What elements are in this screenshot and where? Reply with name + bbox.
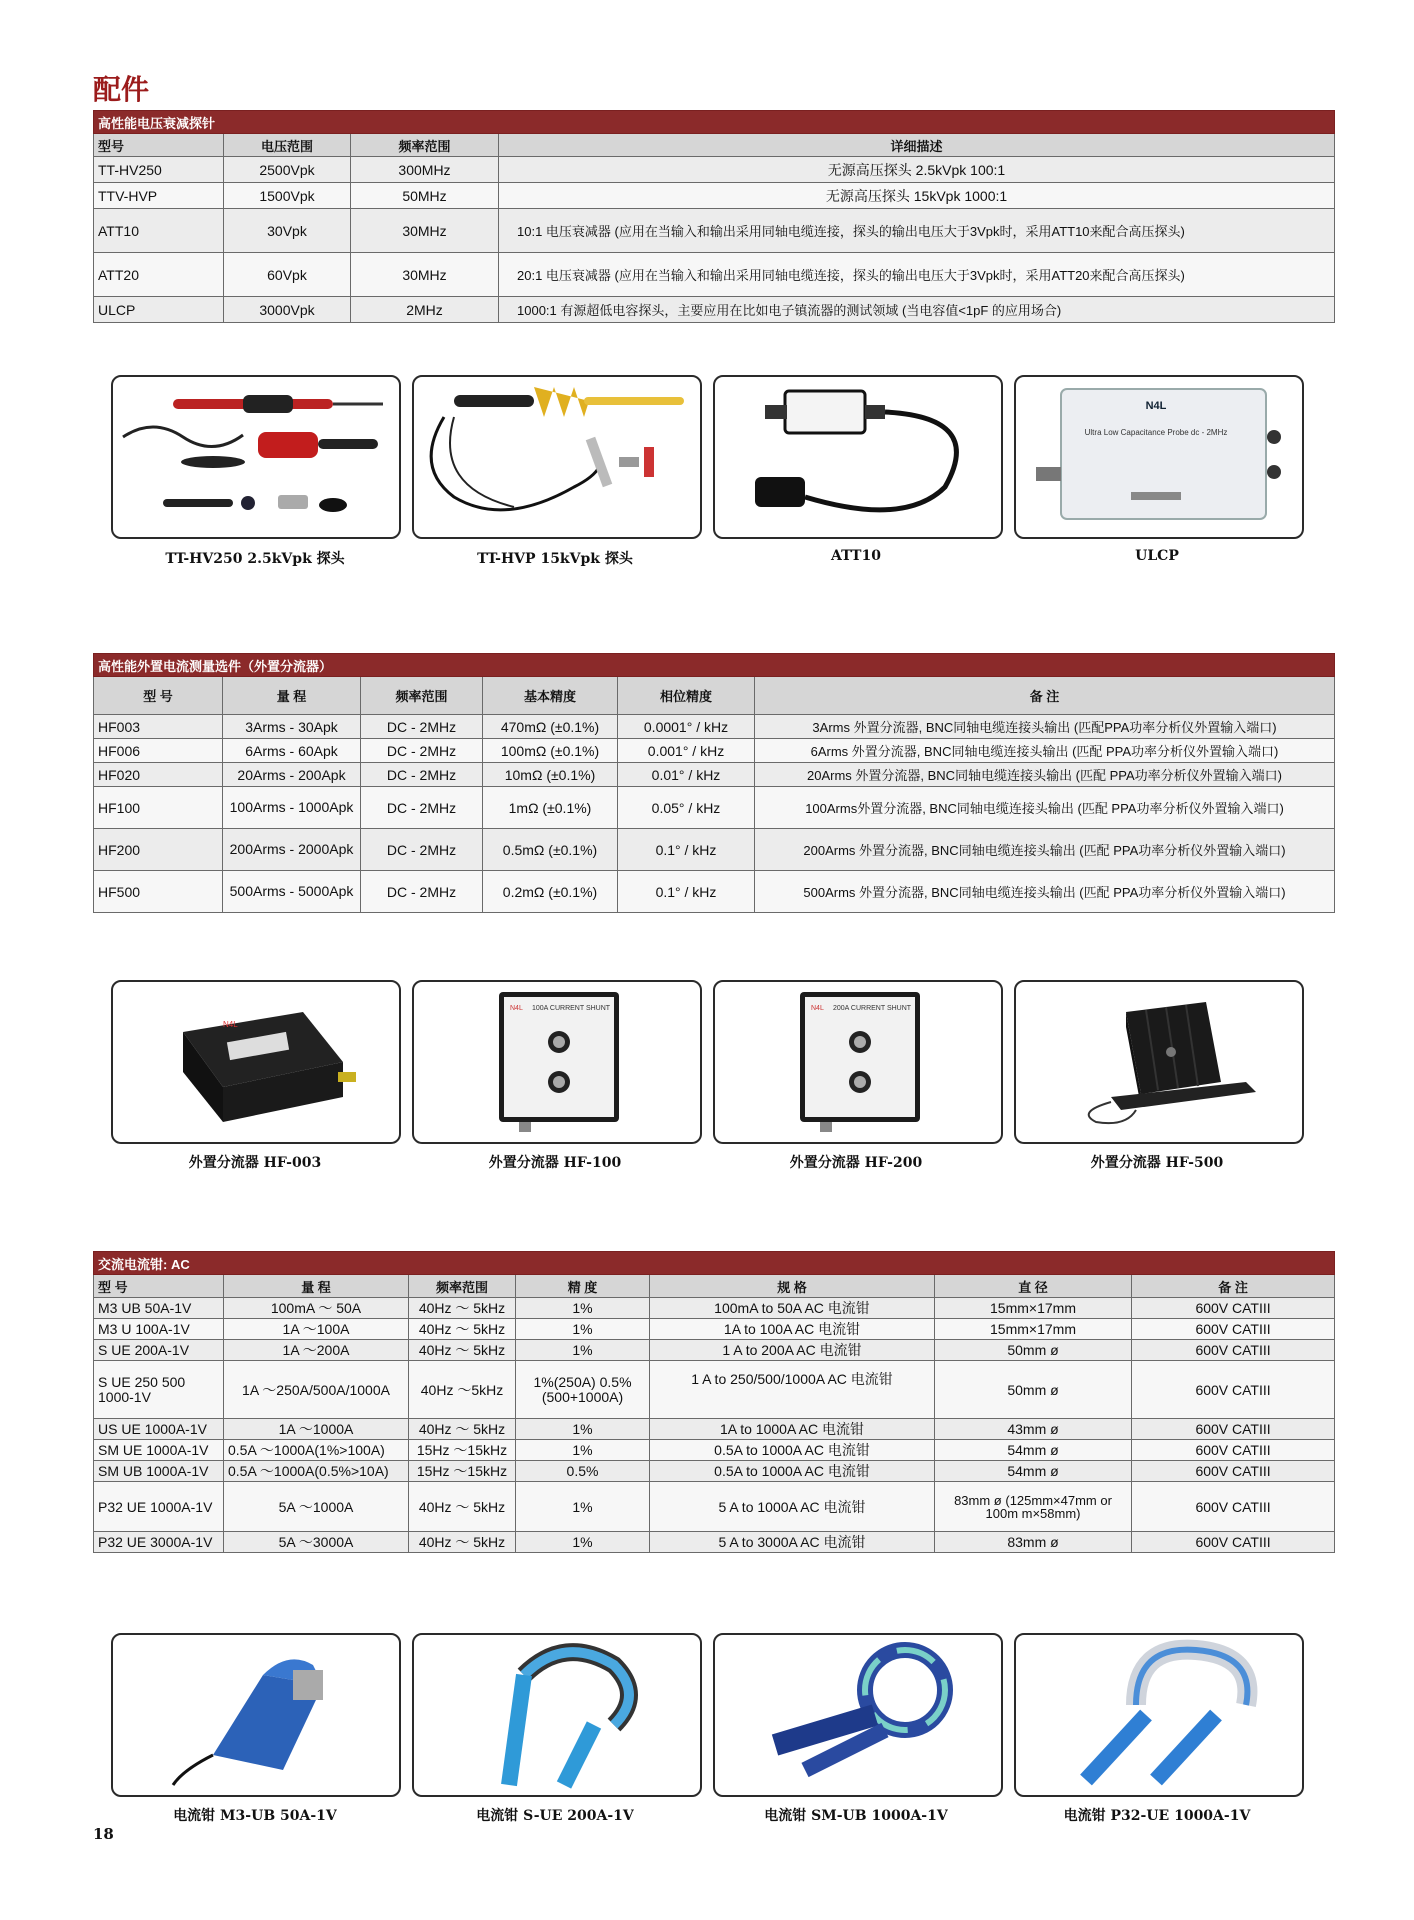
cell-model: US UE 1000A-1V — [94, 1419, 224, 1440]
column-header: 相位精度 — [618, 677, 755, 715]
cell-accuracy: 100mΩ (±0.1%) — [483, 739, 618, 763]
cell-model: ATT10 — [94, 209, 224, 253]
cell-model: SM UE 1000A-1V — [94, 1440, 224, 1461]
cell-spec: 1 A to 200A AC 电流钳 — [650, 1340, 935, 1361]
cell-accuracy: 1% — [516, 1298, 650, 1319]
cell-range: 200Arms - 2000Apk — [223, 829, 361, 871]
cell-diameter: 50mm ø — [935, 1361, 1132, 1419]
cell-frequency: 40Hz ～ 5kHz — [409, 1298, 516, 1319]
cell-phase: 0.01° / kHz — [618, 763, 755, 787]
cell-spec: 5 A to 3000A AC 电流钳 — [650, 1532, 935, 1553]
cell-model: HF500 — [94, 871, 223, 913]
brand-logo: N4L — [223, 1020, 238, 1029]
cell-frequency: 30MHz — [351, 253, 499, 297]
cell-accuracy: 1% — [516, 1319, 650, 1340]
shunt-image-hf100 — [412, 980, 702, 1144]
cell-model: ATT20 — [94, 253, 224, 297]
cell-notes: 500Arms 外置分流器, BNC同轴电缆连接头输出 (匹配 PPA功率分析仪外置输入端口) — [755, 871, 1335, 913]
cell-model: M3 UB 50A-1V — [94, 1298, 224, 1319]
cell-range: 3Arms - 30Apk — [223, 715, 361, 739]
cell-frequency: DC - 2MHz — [361, 715, 483, 739]
cell-phase: 0.1° / kHz — [618, 829, 755, 871]
cell-accuracy: 1% — [516, 1419, 650, 1440]
cell-spec: 1 A to 250/500/1000A AC 电流钳 — [650, 1361, 935, 1419]
cell-model: ULCP — [94, 297, 224, 323]
cell-notes: 600V CATIII — [1132, 1298, 1335, 1319]
cell-frequency: DC - 2MHz — [361, 871, 483, 913]
image-caption: 外置分流器 HF-500 — [1090, 1155, 1224, 1171]
device-label: Ultra Low Capacitance Probe dc - 2MHz — [1084, 428, 1228, 437]
cell-diameter: 50mm ø — [935, 1340, 1132, 1361]
cell-diameter: 83mm ø (125mm×47mm or 100m m×58mm) — [935, 1482, 1132, 1532]
cell-accuracy: 470mΩ (±0.1%) — [483, 715, 618, 739]
shunt-panel-icon — [715, 982, 1001, 1142]
column-header: 详细描述 — [499, 134, 1335, 157]
cell-notes: 100Arms外置分流器, BNC同轴电缆连接头输出 (匹配 PPA功率分析仪外置输入端口) — [755, 787, 1335, 829]
image-caption: 电流钳 M3-UB 50A-1V — [173, 1808, 337, 1824]
column-header: 频率范围 — [409, 1275, 516, 1298]
cell-notes: 20Arms 外置分流器, BNC同轴电缆连接头输出 (匹配 PPA功率分析仪外置输入端口) — [755, 763, 1335, 787]
cell-voltage: 2500Vpk — [224, 157, 351, 183]
device-label: 100A CURRENT SHUNT — [532, 1005, 611, 1012]
cell-frequency: 40Hz ～5kHz — [409, 1361, 516, 1419]
image-caption: 外置分流器 HF-003 — [188, 1155, 322, 1171]
cell-range: 1A ～1000A — [224, 1419, 409, 1440]
column-header: 型 号 — [94, 1275, 224, 1298]
table-row — [94, 763, 1335, 787]
cell-frequency: 40Hz ～ 5kHz — [409, 1532, 516, 1553]
cell-frequency: DC - 2MHz — [361, 829, 483, 871]
table-row — [94, 1340, 1335, 1361]
cell-phase: 0.05° / kHz — [618, 787, 755, 829]
cell-range: 0.5A ～1000A(0.5%>10A) — [224, 1461, 409, 1482]
cell-range: 0.5A ～1000A(1%>100A) — [224, 1440, 409, 1461]
cell-notes: 600V CATIII — [1132, 1419, 1335, 1440]
cell-notes: 600V CATIII — [1132, 1532, 1335, 1553]
cell-description: 1000:1 有源超低电容探头，主要应用在比如电子镇流器的测试领域 (当电容值<1pF 的应用场合) — [499, 297, 1335, 323]
cell-spec: 5 A to 1000A AC 电流钳 — [650, 1482, 935, 1532]
image-caption: TT-HVP 15kVpk 探头 — [477, 551, 633, 567]
cell-notes: 200Arms 外置分流器, BNC同轴电缆连接头输出 (匹配 PPA功率分析仪外置输入端口) — [755, 829, 1335, 871]
cell-frequency: 15Hz ～15kHz — [409, 1461, 516, 1482]
cell-accuracy: 1% — [516, 1532, 650, 1553]
cell-voltage: 30Vpk — [224, 209, 351, 253]
cell-range: 100Arms - 1000Apk — [223, 787, 361, 829]
column-header: 频率范围 — [351, 134, 499, 157]
cell-diameter: 43mm ø — [935, 1419, 1132, 1440]
cell-accuracy: 0.5mΩ (±0.1%) — [483, 829, 618, 871]
cell-frequency: DC - 2MHz — [361, 763, 483, 787]
hv-probe-icon — [414, 377, 700, 537]
brand-logo: N4L — [811, 1005, 824, 1012]
cell-frequency: 40Hz ～ 5kHz — [409, 1419, 516, 1440]
shunt-table-banner: 高性能外置电流测量选件（外置分流器） — [94, 654, 1335, 677]
cell-range: 5A ～1000A — [224, 1482, 409, 1532]
shunt-image-hf500 — [1014, 980, 1304, 1144]
cell-range: 6Arms - 60Apk — [223, 739, 361, 763]
image-caption: 外置分流器 HF-200 — [789, 1155, 923, 1171]
image-caption: 电流钳 SM-UB 1000A-1V — [764, 1808, 948, 1824]
table-row — [94, 1419, 1335, 1440]
cell-model: HF006 — [94, 739, 223, 763]
cell-description: 20:1 电压衰减器 (应用在当输入和输出采用同轴电缆连接，探头的输出电压大于3Vpk时，采用ATT20来配合高压探头) — [499, 253, 1335, 297]
table-row — [94, 157, 1335, 183]
column-header: 直 径 — [935, 1275, 1132, 1298]
cell-diameter: 15mm×17mm — [935, 1319, 1132, 1340]
table-row — [94, 1361, 1335, 1419]
cell-range: 1A ～100A — [224, 1319, 409, 1340]
cell-model: P32 UE 1000A-1V — [94, 1482, 224, 1532]
table-row — [94, 787, 1335, 829]
shunt-image-hf003 — [111, 980, 401, 1144]
cell-notes: 600V CATIII — [1132, 1482, 1335, 1532]
brand-logo: N4L — [1145, 400, 1167, 412]
cell-model: HF003 — [94, 715, 223, 739]
table-row — [94, 829, 1335, 871]
table-row — [94, 1440, 1335, 1461]
shunt-box-icon — [113, 982, 399, 1142]
cell-accuracy: 10mΩ (±0.1%) — [483, 763, 618, 787]
table-row — [94, 1319, 1335, 1340]
column-header: 型号 — [94, 134, 224, 157]
cell-model: HF020 — [94, 763, 223, 787]
cell-notes: 600V CATIII — [1132, 1340, 1335, 1361]
cell-accuracy: 1% — [516, 1440, 650, 1461]
clamp-icon — [414, 1635, 700, 1795]
cell-range: 500Arms - 5000Apk — [223, 871, 361, 913]
heatsink-shunt-icon — [1016, 982, 1302, 1142]
table-row — [94, 253, 1335, 297]
column-header: 精 度 — [516, 1275, 650, 1298]
cell-range: 1A ～200A — [224, 1340, 409, 1361]
cell-description: 无源高压探头 2.5kVpk 100:1 — [499, 157, 1335, 183]
cell-notes: 600V CATIII — [1132, 1361, 1335, 1419]
clamp-image-sm-ub — [713, 1633, 1003, 1797]
image-caption: 电流钳 S-UE 200A-1V — [476, 1808, 634, 1824]
cell-model: S UE 200A-1V — [94, 1340, 224, 1361]
table-row — [94, 209, 1335, 253]
clamp-table-banner: 交流电流钳: AC — [94, 1252, 1335, 1275]
image-caption: 电流钳 P32-UE 1000A-1V — [1063, 1808, 1251, 1824]
column-header: 频率范围 — [361, 677, 483, 715]
clamp-image-m3-ub — [111, 1633, 401, 1797]
cell-model: TT-HV250 — [94, 157, 224, 183]
cell-diameter: 15mm×17mm — [935, 1298, 1132, 1319]
cell-frequency: 40Hz ～ 5kHz — [409, 1319, 516, 1340]
cell-notes: 6Arms 外置分流器, BNC同轴电缆连接头输出 (匹配 PPA功率分析仪外置输入端口) — [755, 739, 1335, 763]
cell-phase: 0.1° / kHz — [618, 871, 755, 913]
probe-table-banner: 高性能电压衰减探针 — [94, 111, 1335, 134]
ulcp-box-icon — [1016, 377, 1302, 537]
column-header: 量 程 — [224, 1275, 409, 1298]
shunt-image-hf200 — [713, 980, 1003, 1144]
image-caption: ATT10 — [831, 548, 881, 564]
probe-image-ulcp — [1014, 375, 1304, 539]
cell-range: 20Arms - 200Apk — [223, 763, 361, 787]
cell-range: 1A ～250A/500A/1000A — [224, 1361, 409, 1419]
cell-frequency: DC - 2MHz — [361, 787, 483, 829]
probe-image-tt-hvp — [412, 375, 702, 539]
cell-model: M3 U 100A-1V — [94, 1319, 224, 1340]
table-row — [94, 1532, 1335, 1553]
column-header: 规 格 — [650, 1275, 935, 1298]
table-row — [94, 183, 1335, 209]
table-row — [94, 1482, 1335, 1532]
cell-diameter: 54mm ø — [935, 1440, 1132, 1461]
attenuator-icon — [715, 377, 1001, 537]
cell-accuracy: 1mΩ (±0.1%) — [483, 787, 618, 829]
cell-frequency: 2MHz — [351, 297, 499, 323]
column-header: 型 号 — [94, 677, 223, 715]
cell-phase: 0.001° / kHz — [618, 739, 755, 763]
cell-voltage: 1500Vpk — [224, 183, 351, 209]
column-header: 电压范围 — [224, 134, 351, 157]
image-caption: ULCP — [1135, 548, 1179, 564]
shunt-panel-icon — [414, 982, 700, 1142]
cell-description: 无源高压探头 15kVpk 1000:1 — [499, 183, 1335, 209]
column-header: 基本精度 — [483, 677, 618, 715]
table-row — [94, 1298, 1335, 1319]
cell-frequency: DC - 2MHz — [361, 739, 483, 763]
cell-diameter: 83mm ø — [935, 1532, 1132, 1553]
cell-model: S UE 250 500 1000-1V — [94, 1361, 224, 1419]
cell-accuracy: 1% — [516, 1340, 650, 1361]
cell-frequency: 300MHz — [351, 157, 499, 183]
cell-accuracy: 1%(250A) 0.5%(500+1000A) — [516, 1361, 650, 1419]
page-title: 配件 — [93, 73, 150, 106]
cell-model: SM UB 1000A-1V — [94, 1461, 224, 1482]
table-row — [94, 739, 1335, 763]
cell-spec: 1A to 100A AC 电流钳 — [650, 1319, 935, 1340]
cell-frequency: 15Hz ～15kHz — [409, 1440, 516, 1461]
clamp-icon — [1016, 1635, 1302, 1795]
column-header: 备 注 — [1132, 1275, 1335, 1298]
cell-accuracy: 0.5% — [516, 1461, 650, 1482]
cell-range: 5A ～3000A — [224, 1532, 409, 1553]
probe-image-att10 — [713, 375, 1003, 539]
cell-notes: 600V CATIII — [1132, 1319, 1335, 1340]
cell-notes: 3Arms 外置分流器, BNC同轴电缆连接头输出 (匹配PPA功率分析仪外置输入端口) — [755, 715, 1335, 739]
image-caption: 外置分流器 HF-100 — [488, 1155, 622, 1171]
cell-frequency: 30MHz — [351, 209, 499, 253]
cell-frequency: 50MHz — [351, 183, 499, 209]
table-row — [94, 1461, 1335, 1482]
cell-accuracy: 1% — [516, 1482, 650, 1532]
cell-voltage: 60Vpk — [224, 253, 351, 297]
cell-model: TTV-HVP — [94, 183, 224, 209]
cell-model: P32 UE 3000A-1V — [94, 1532, 224, 1553]
cell-notes: 600V CATIII — [1132, 1461, 1335, 1482]
cell-model: HF100 — [94, 787, 223, 829]
clamp-image-p32-ue — [1014, 1633, 1304, 1797]
clamp-icon — [113, 1635, 399, 1795]
cell-phase: 0.0001° / kHz — [618, 715, 755, 739]
image-caption: TT-HV250 2.5kVpk 探头 — [165, 551, 345, 567]
cell-accuracy: 0.2mΩ (±0.1%) — [483, 871, 618, 913]
shunt-table — [93, 653, 1335, 913]
cell-frequency: 40Hz ～ 5kHz — [409, 1340, 516, 1361]
cell-notes: 600V CATIII — [1132, 1440, 1335, 1461]
cell-diameter: 54mm ø — [935, 1461, 1132, 1482]
probe-image-tt-hv250 — [111, 375, 401, 539]
cell-frequency: 40Hz ～ 5kHz — [409, 1482, 516, 1532]
cell-model: HF200 — [94, 829, 223, 871]
table-row — [94, 297, 1335, 323]
cell-voltage: 3000Vpk — [224, 297, 351, 323]
clamp-table — [93, 1251, 1335, 1553]
clamp-icon — [715, 1635, 1001, 1795]
device-label: 200A CURRENT SHUNT — [833, 1005, 912, 1012]
clamp-image-s-ue — [412, 1633, 702, 1797]
column-header: 备 注 — [755, 677, 1335, 715]
table-row — [94, 871, 1335, 913]
cell-spec: 1A to 1000A AC 电流钳 — [650, 1419, 935, 1440]
column-header: 量 程 — [223, 677, 361, 715]
brand-logo: N4L — [510, 1005, 523, 1012]
cell-spec: 0.5A to 1000A AC 电流钳 — [650, 1440, 935, 1461]
table-row — [94, 715, 1335, 739]
probe-kit-icon — [113, 377, 399, 537]
probe-table — [93, 110, 1335, 323]
cell-spec: 0.5A to 1000A AC 电流钳 — [650, 1461, 935, 1482]
page-number: 18 — [93, 1825, 114, 1843]
cell-description: 10:1 电压衰减器 (应用在当输入和输出采用同轴电缆连接，探头的输出电压大于3Vpk时，采用ATT10来配合高压探头) — [499, 209, 1335, 253]
cell-spec: 100mA to 50A AC 电流钳 — [650, 1298, 935, 1319]
cell-range: 100mA ～ 50A — [224, 1298, 409, 1319]
